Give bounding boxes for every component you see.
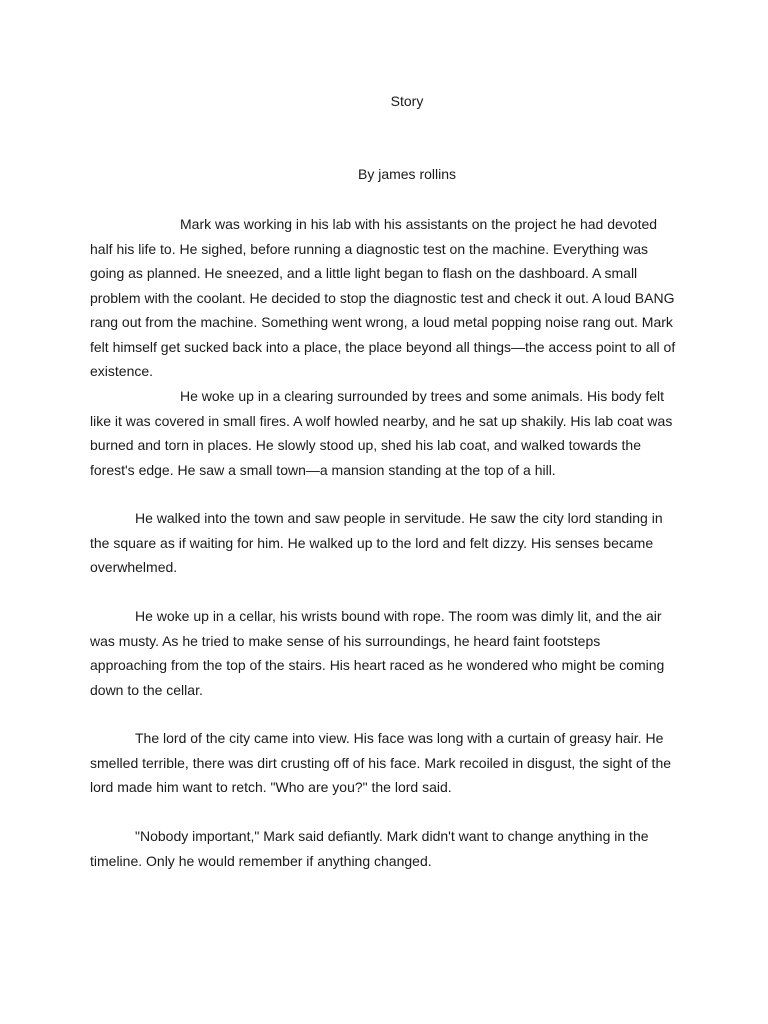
paragraph-4: He woke up in a cellar, his wrists bound with rope. The room was dimly lit, and the air was musty. As he tried to make sense of his surroundings, he heard faint footsteps approaching from the top of the stairs. His heart raced as he wondered who might be coming down to the cellar. — [90, 608, 665, 698]
author-byline: By james rollins — [357, 166, 457, 182]
paragraph-1: Mark was working in his lab with his assistants on the project he had devoted half his life to. He sighed, before running a diagnostic test on the machine. Everything was going as planned. He sneezed, and a little light began to flash on the dashboard. A small problem with the coolant. He decided to stop the diagnostic test and check it out. A loud BANG rang out from the machine. Something went wrong, a loud metal popping noise rang out. Mark felt himself get sucked back into a place, the place beyond all things—the access point to all of existence. — [90, 216, 676, 379]
paragraph-2: He woke up in a clearing surrounded by trees and some animals. His body felt like it was covered in small fires. A wolf howled nearby, and he sat up shakily. His lab coat was burned and torn in places. He slowly stood up, shed his lab coat, and walked towards the forest's edge. He saw a small town—a mansion standing at the top of a hill. — [90, 388, 673, 478]
document-title: Story — [390, 93, 424, 109]
paragraph-5: The lord of the city came into view. His face was long with a curtain of greasy hair. He smelled terrible, there was dirt crusting off of his face. Mark recoiled in disgust, the sight of the lord made him want to retch. "Who are you?" the lord said. — [90, 730, 672, 795]
paragraph-6: "Nobody important," Mark said defiantly. Mark didn't want to change anything in the timeline. Only he would remember if anything changed. — [90, 828, 649, 869]
paragraph-3: He walked into the town and saw people in servitude. He saw the city lord standing in the square as if waiting for him. He walked up to the lord and felt dizzy. His senses became overwhelmed. — [90, 510, 663, 575]
